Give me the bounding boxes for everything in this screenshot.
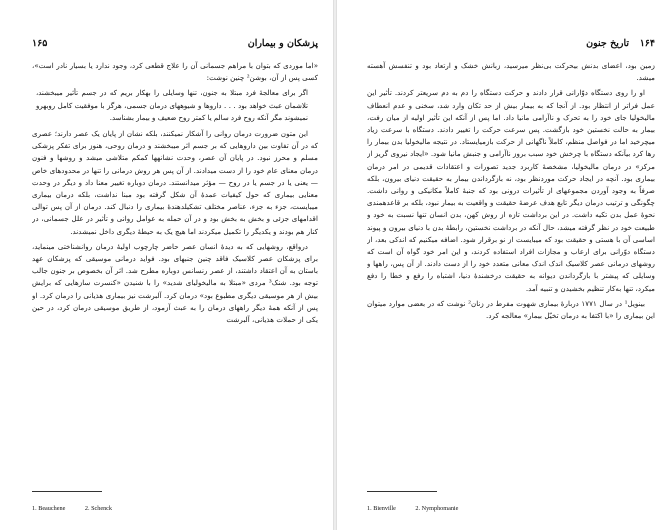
paragraph: زمین بود، اعضای بدنش بیحرکت بی‌نظر میرسید، زبانش خشک و ارتعاد بود و تنفسش آهسته میشد. (367, 61, 655, 83)
paragraph: او را روی دستگاه دوّارانی قرار دادند و حرکت دستگاه را دم به دم سریعتر کردند. تأثیر این عمل فراتر از انتظار بود. از آنجا که به بیمار بیش از حد تکان وارد شد، سخنی و عدم انعطاف مالیخولیا جای خود را به تحرک و ناآرامی مانیا داد. اما پس از آنکه این تأثیر اولیه از میان رفت، بیمار به حالت نخستین خود بازگشت. پس سرعت حرکت را تغییر دادند. دستگاه با سرعت زیاد میچرخید اما در فواصل منظم، کاملاً ناگهانی از حرکت بازمیایستاد. در نتیجه مالیخولیا بدن بیمار را رها کرد بیآنکه دستگاه با چرخش خود سبب بروز ناآرامی و جنبش مانیا شود. «ایجاد نیروی گریز از مرکز» در درمان مالیخولیا، مشخصهٔ کاربرد جدید تصورات و اعتقادات قدیمی در امر درمان بیماری بود. آنچه در ایجاد حرکت موردنظر بود، نه بازگرداندن بیمار به حقیقت دنیای بیرون، بلکه صرفاً به وجود آوردن مجموعهای از تأثیرات درونی بود که جنبهٔ کاملاً مکانیکی و روانی داشت. چگونگی و ترتیب درمان دیگر تابع هدف عرضهٔ حقیقت و واقعیت به بیمار نبود، بلکه بر قاعدهمندی نحوهٔ عمل بدن تکیه داشت. در این برداشت تازه از روش کهن، بدن انسان تنها نسبت به خود و طبیعت خود در نظر گرفته میشد، حال آنکه در برداشت نخستین، رابطهٔ بدن با دنیای بیرون و پیوند اساسی آن با هستی و حقیقت بود که میبایست از نو برقرار شود. اضافه میکنیم که اندکی بعد، از دستگاه دوّرانی برای ارعاب و مجازات افراد استفاده کردند، و این امر خود گواه آن است که روشهای درمانی عصر کلاسیک اندک اندک معانی متعدد خود را از دست دادند. از آن پس، راهها و وسایلی که پیشتر با بازگرداندن دیوانه به حقیقت درخشندهٔ دنیا، اشتباه را رفع و خطا را دفع میکرد، تنها به‌کار تنظیم بخشیدن و تنبیه آمد. (367, 88, 655, 293)
page-body (367, 60, 655, 478)
footnote: 1. Beauchene (32, 505, 66, 512)
paragraph: این متون ضرورت درمان روانی را آشکار نمیکنند، بلکه نشان از پایان یک عصر دارند؛ عصری که در آن تفاوت بین داروهایی که بر جسم اثر میبخشند و درمان روحی، هنوز برای تفکر پزشکی مسلم و محرز نبود. در پایان آن عصر، وحدت نشانهها کمکم متلاشی میشد و روشها و فنون درمان معنای عام خود را از دست میدادند. از آن پس هر روش درمانی را تنها در محدودهای خاص — یعنی یا در جسم یا در روح — مؤثر میدانستند. درمان دوباره تغییر معنا داد و دیگر در وحدت معنایی بیماری که حول کیفیات عمدهٔ آن شکل گرفته بود مبنا نداشت، بلکه درمان بیماری میبایست، جزء به جزء، عناصر مختلف تشکیلدهندهٔ بیماری را دنبال کند. درمان از آن پس توالی اقدامهای جزئی و بخش به بخش بود و در آن حمله به عوامل روانی و تأثیر در علل جسمانی، در کنار هم بودند و یکدیگر را تکمیل میکردند اما هیچ یک به حیطهٔ دیگری داخل نمیشدند. (32, 129, 318, 236)
paragraph: «اما موردی که بتوان با مراهم جسمانی آن را علاج قطعی کرد، وجود ندارد یا بسیار نادر است»، کسی پس از آن، بوشن² چنین نوشت: (32, 61, 318, 83)
footnote: 1. Bienville (367, 505, 396, 512)
left-page (10, 0, 326, 530)
footnotes (367, 505, 655, 512)
footnotes (32, 505, 318, 512)
page-number: ۱۶۵ (32, 38, 48, 49)
book-gutter (333, 0, 337, 530)
paragraph: درواقع، روشهایی که به دیدهٔ انسان عصر حاضر چارچوب اولیهٔ درمان روانشناختی مینماید، برای پزشکان عصر کلاسیک فاقد چنین جنبهای بود. فواید درمانی موسیقی که پزشکان عهد باستان به آن اعتقاد داشتند، از عصر رنسانس دوباره مطرح شد. اثر آن بخصوص بر جنون جالب توجه بود. شنک³ مردی «مبتلا به مالیخولیای شدید» را با شنیدن «کنسرت سازهایی که برایش بیش از هر موسیقی دیگری مطبوع بود» درمان کرد. آلبرشت نیز بیماری هذیانی را درمان کرد. او پس از آنکه همهٔ دیگر راههای درمان را به عبث آزمود، از طریق موسیقی درمان کرد، در حین یکی از حملات هذیانی، آلبرشت (32, 241, 318, 325)
footnote: 2. Schenck (84, 505, 113, 512)
footnote: 2. Nymphomanie (415, 505, 459, 512)
block-quote: اگر برای معالجهٔ فرد مبتلا به جنون، تنها وسایلی را بهکار بریم که در جسم تأثیر میبخشند، تلاشمان عبث خواهد بود . . . داروها و شیوههای درمان جسمی، هرگز با موفقیت کامل روبهرو نمیشوند مگر آنکه روح فرد سالم یا کمتر روح ضعیف و بیمار بشناسد. (36, 89, 308, 122)
page-number: ۱۶۴ (639, 38, 655, 49)
page-body (32, 60, 318, 478)
footnote-rule (32, 491, 102, 492)
paragraph: بینویل¹ در سال ۱۷۷۱ دربارهٔ بیماری شهوت مفرط در زنان² نوشت که در بعضی موارد میتوان این بیماری را «با اکتفا به درمان تخیّل بیمار» معالجه کرد. (367, 298, 655, 321)
running-title: تاریخ جنون (586, 38, 629, 49)
running-title: پزشکان و بیماران (247, 38, 318, 49)
footnote-rule (367, 491, 437, 492)
page-header (367, 38, 655, 54)
right-page (345, 0, 663, 530)
page-header (32, 38, 318, 54)
